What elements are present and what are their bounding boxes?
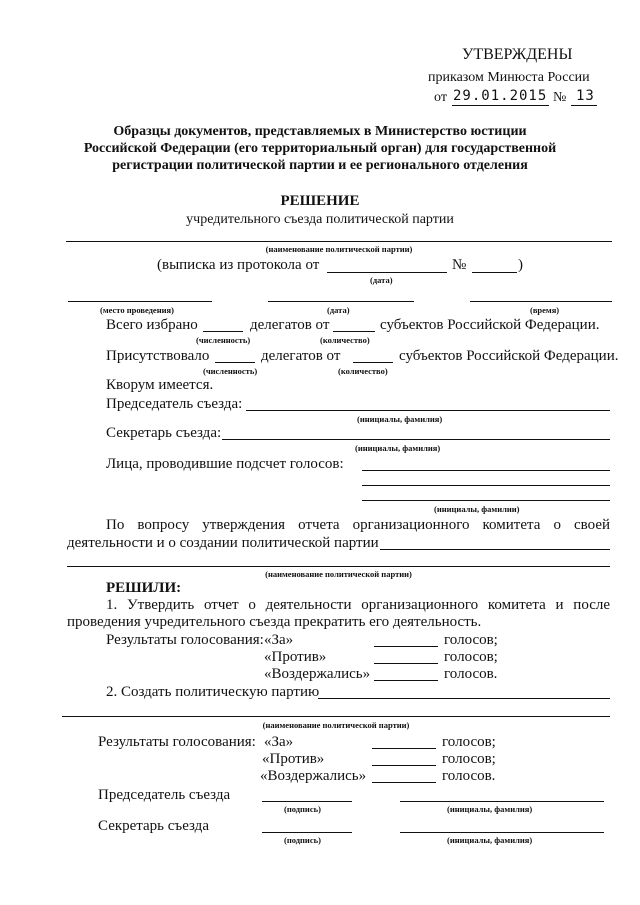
approval-date: 29.01.2015	[453, 88, 548, 104]
voting2-for-votes: голосов;	[442, 734, 496, 750]
secretary-label: Секретарь съезда:	[106, 425, 222, 441]
extract-open: (выписка из протокола от	[157, 257, 320, 273]
sign-chairman-label: Председатель съезда	[98, 787, 231, 803]
elected-quantity-caption: (количество)	[320, 335, 370, 345]
voting2-abstained-votes: голосов.	[442, 768, 496, 784]
extract-date-caption: (дата)	[370, 275, 393, 285]
secretary-line	[222, 439, 610, 440]
item2-party-line	[318, 698, 610, 699]
voting1-against-line	[374, 663, 438, 664]
place-line	[68, 301, 212, 302]
present-delegates-from: делегатов от	[261, 348, 341, 364]
decision-title: РЕШЕНИЕ	[280, 193, 360, 209]
extract-close: )	[518, 257, 523, 273]
question-party-caption: (наименование политической партии)	[265, 569, 412, 579]
sign-secretary-name-line	[400, 832, 604, 833]
voting2-against-votes: голосов;	[442, 751, 496, 767]
question-line1: По вопросу утверждения отчета организационного комитета о своей	[106, 517, 610, 533]
party-name-line	[66, 241, 612, 242]
resolved-title: РЕШИЛИ:	[106, 580, 182, 596]
counters-line-1	[362, 470, 610, 471]
secretary-caption: (инициалы, фамилия)	[355, 443, 441, 453]
extract-date-line	[327, 272, 447, 273]
question-party-line-2	[67, 566, 610, 567]
voting2-against: «Против»	[262, 751, 325, 767]
voting2-abstained-line	[372, 782, 436, 783]
present-subjects: субъектов Российской Федерации.	[399, 348, 619, 364]
elected-quantity-line	[333, 331, 375, 332]
elected-count-caption: (численность)	[196, 335, 251, 345]
voting2-for: «За»	[264, 734, 294, 750]
voting1-for-votes: голосов;	[444, 632, 498, 648]
approval-order: приказом Минюста России	[428, 70, 590, 85]
doc-title-line2: Российской Федерации (его территориальный орган) для государственной	[83, 141, 557, 156]
resolved-item1-line2: проведения учредительного съезда прекратить его деятельность.	[67, 614, 482, 630]
counters-caption: (инициалы, фамилии)	[434, 504, 520, 514]
voting1-for-line	[374, 646, 438, 647]
sign-secretary-label: Секретарь съезда	[98, 818, 209, 834]
approval-number-prefix: №	[553, 90, 567, 105]
doc-title-line3: регистрации политической партии и ее регионального отделения	[112, 158, 528, 173]
doc-title-line1: Образцы документов, представляемых в Министерство юстиции	[113, 124, 527, 139]
counters-line-3	[362, 500, 610, 501]
elected-count-line	[203, 331, 243, 332]
sign-chairman-signature-line	[262, 801, 352, 802]
extract-number-sign: №	[452, 257, 467, 273]
present-prefix: Присутствовало	[106, 348, 210, 364]
present-quantity-caption: (количество)	[338, 366, 388, 376]
elected-prefix: Всего избрано	[106, 317, 198, 333]
voting1-against-votes: голосов;	[444, 649, 498, 665]
sign-chairman-signature-caption: (подпись)	[284, 804, 321, 814]
party-name-caption: (наименование политической партии)	[265, 244, 413, 254]
date-line	[268, 301, 414, 302]
voting1-abstained: «Воздержались»	[264, 666, 371, 682]
chairman-line	[246, 410, 610, 411]
counters-line-2	[362, 485, 610, 486]
approval-date-prefix: от	[434, 90, 447, 105]
question-line2: деятельности и о создании политической партии	[67, 535, 379, 551]
chairman-caption: (инициалы, фамилия)	[357, 414, 443, 424]
sign-chairman-name-caption: (инициалы, фамилия)	[447, 804, 533, 814]
voting1-abstained-line	[374, 680, 438, 681]
sign-secretary-name-caption: (инициалы, фамилия)	[447, 835, 533, 845]
quorum-text: Кворум имеется.	[106, 377, 214, 393]
item2-party-caption: (наименование политической партии)	[262, 720, 410, 730]
question-party-line	[380, 549, 610, 550]
present-count-caption: (численность)	[203, 366, 258, 376]
date-caption: (дата)	[327, 305, 350, 315]
voting2-abstained: «Воздержались»	[260, 768, 367, 784]
voting1-abstained-votes: голосов.	[444, 666, 498, 682]
chairman-label: Председатель съезда:	[106, 396, 243, 412]
voting2-for-line	[372, 748, 436, 749]
present-quantity-line	[353, 362, 393, 363]
approval-number: 13	[576, 88, 595, 104]
item2-party-line-2	[62, 716, 610, 717]
place-caption: (место проведения)	[100, 305, 174, 315]
decision-subtitle: учредительного съезда политической партии	[186, 212, 454, 227]
time-line	[470, 301, 612, 302]
counters-label: Лица, проводившие подсчет голосов:	[106, 456, 344, 472]
extract-number-line	[472, 272, 517, 273]
resolved-item2: 2. Создать политическую партию	[106, 684, 320, 700]
approval-date-line	[452, 105, 549, 106]
elected-subjects: субъектов Российской Федерации.	[380, 317, 600, 333]
approval-number-line	[571, 105, 597, 106]
present-count-line	[215, 362, 255, 363]
resolved-item1-line1: 1. Утвердить отчет о деятельности организационного комитета и после	[106, 597, 610, 613]
voting1-label: Результаты голосования:	[106, 632, 264, 648]
voting1-for: «За»	[264, 632, 294, 648]
sign-secretary-signature-caption: (подпись)	[284, 835, 321, 845]
voting2-label: Результаты голосования:	[98, 734, 256, 750]
voting2-against-line	[372, 765, 436, 766]
sign-secretary-signature-line	[262, 832, 352, 833]
approval-title: УТВЕРЖДЕНЫ	[462, 46, 573, 63]
elected-delegates-from: делегатов от	[250, 317, 330, 333]
sign-chairman-name-line	[400, 801, 604, 802]
voting1-against: «Против»	[264, 649, 327, 665]
time-caption: (время)	[530, 305, 560, 315]
